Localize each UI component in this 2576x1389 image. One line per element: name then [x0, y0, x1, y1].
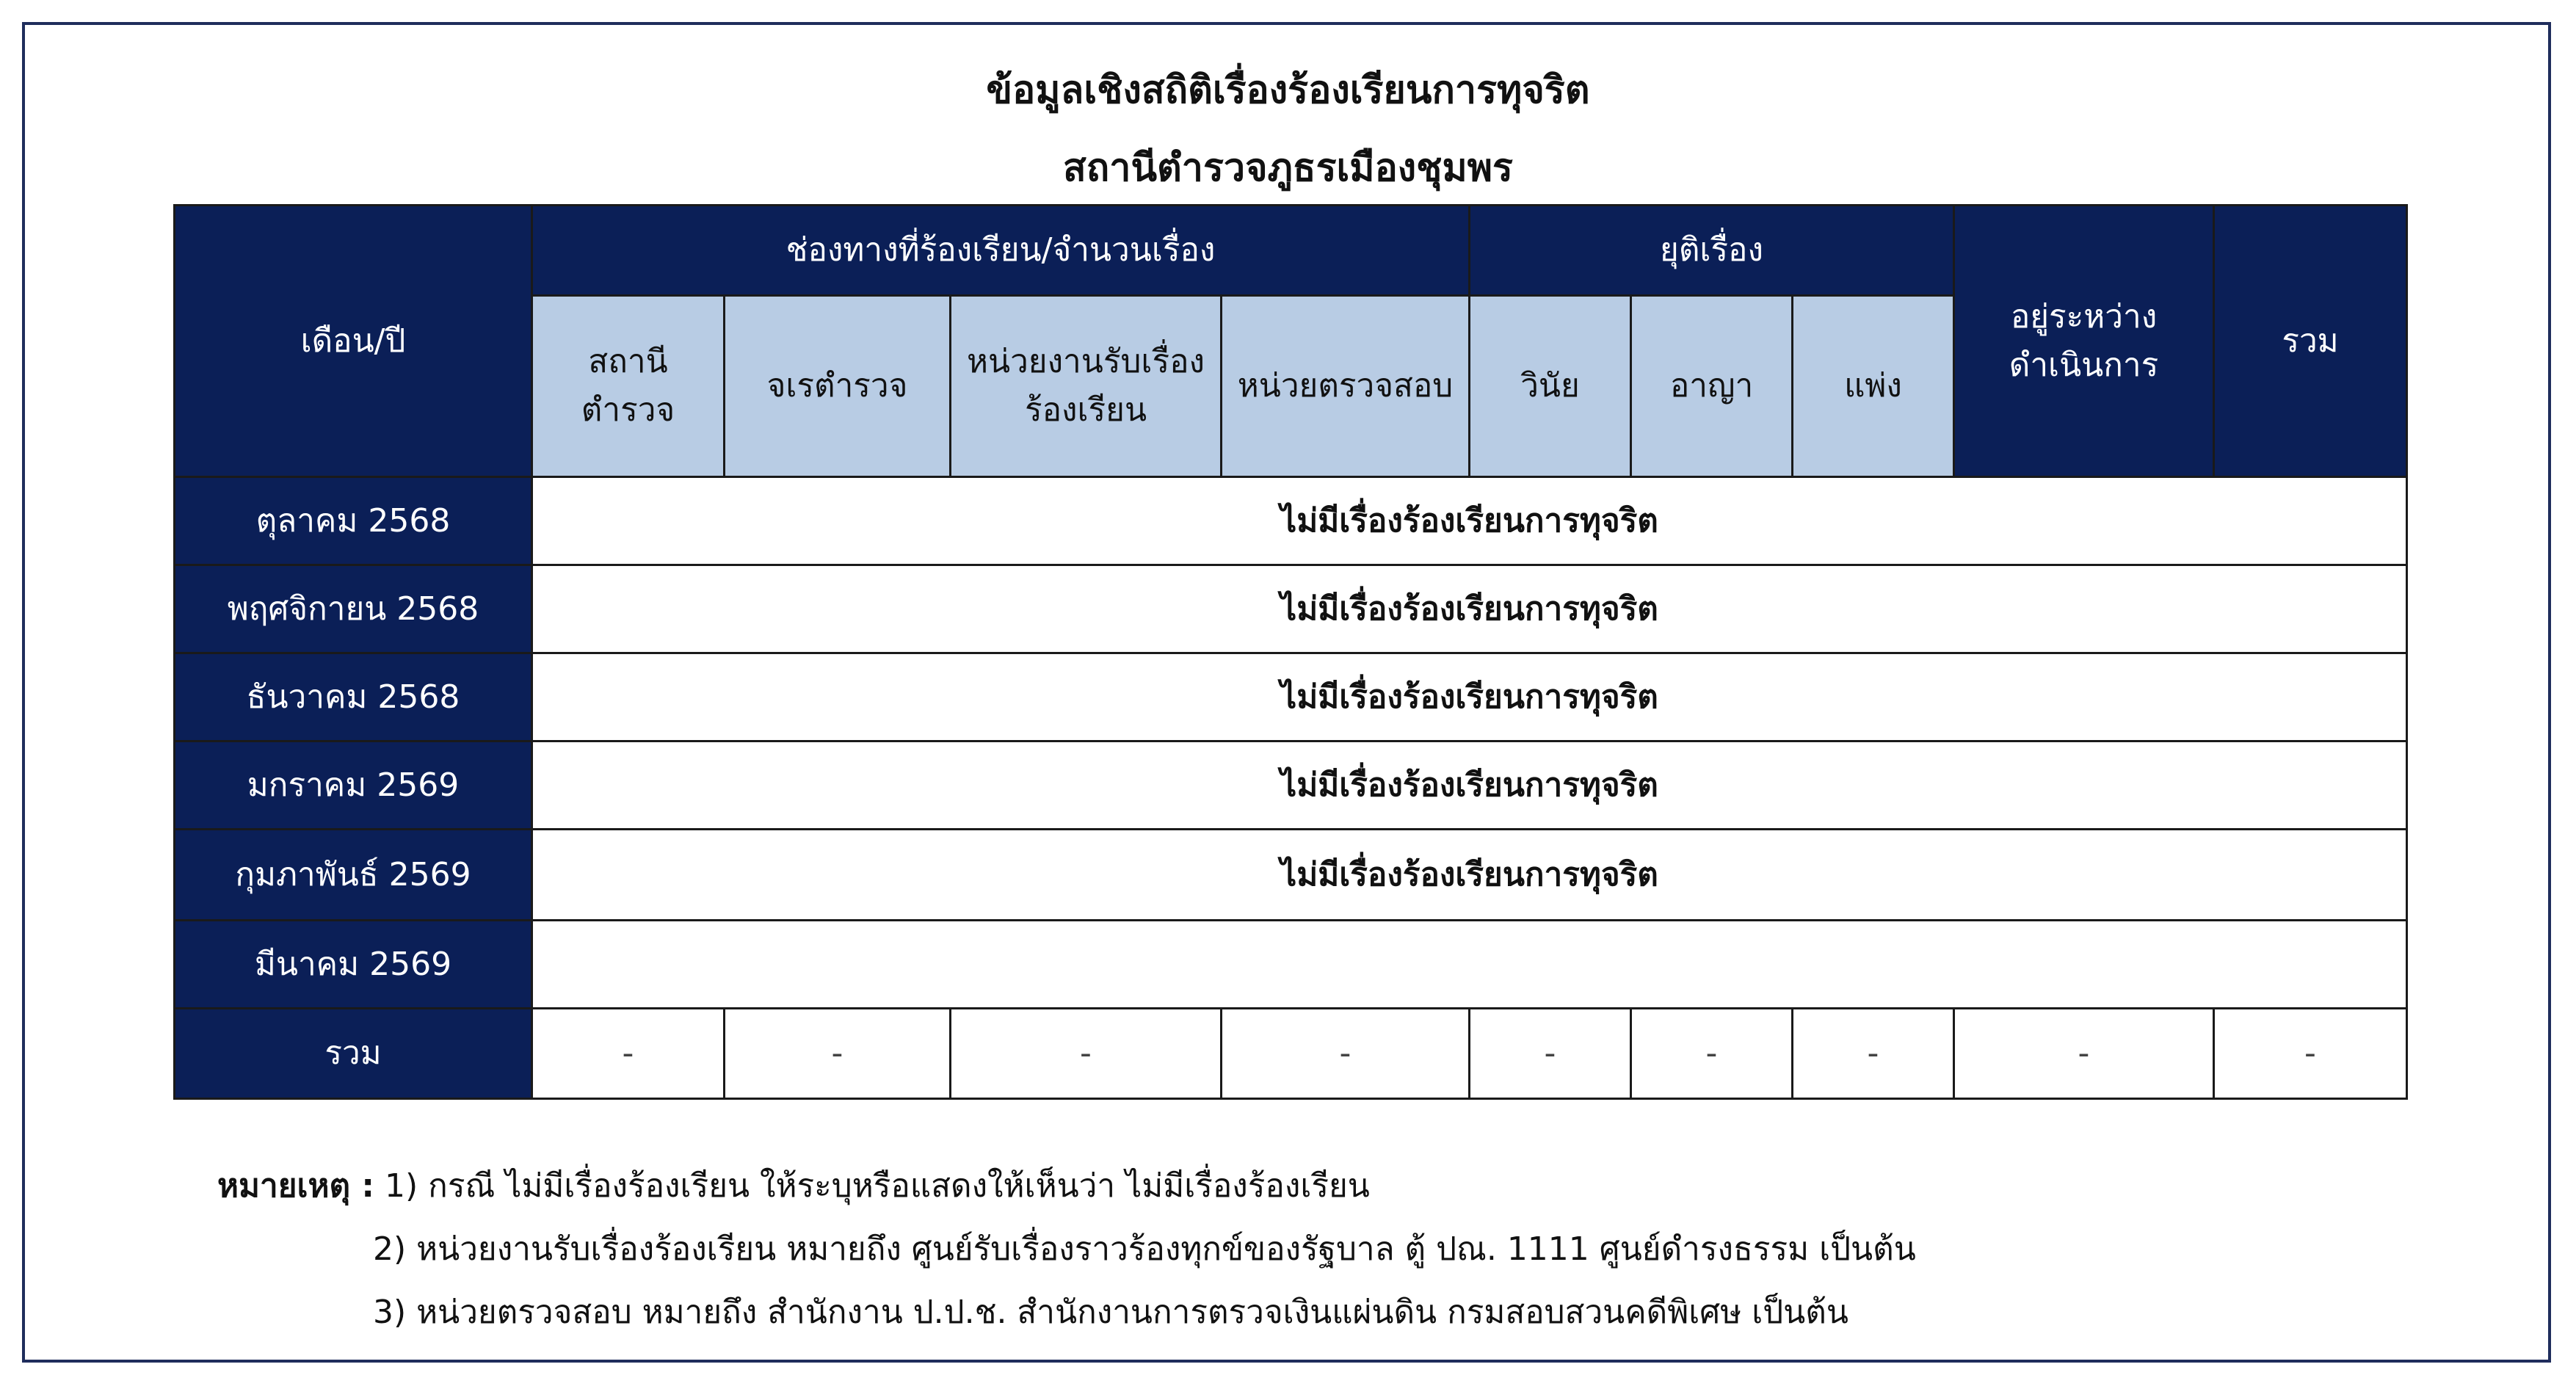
note-item-3 — [373, 1286, 1848, 1338]
closed-civil-header: แพ่ง — [1793, 296, 1954, 477]
table-row — [175, 653, 2407, 741]
total-cell-complaint-agency: - — [951, 1009, 1222, 1099]
channel-complaint-agency-header — [951, 296, 1222, 477]
total-header: รวม — [2214, 206, 2407, 477]
row-month: กุมภาพันธ์ 2569 — [175, 830, 532, 921]
row-no-complaint-message: ไม่มีเรื่องร้องเรียนการทุจริต — [532, 565, 2407, 653]
channel-group-header: ช่องทางที่ร้องเรียน/จำนวนเรื่อง — [532, 206, 1470, 296]
in-progress-header-line1: อยู่ระหว่าง — [2010, 297, 2158, 336]
note-item-1 — [217, 1160, 1370, 1211]
row-month: ธันวาคม 2568 — [175, 653, 532, 741]
table-row — [175, 830, 2407, 921]
table-row — [175, 477, 2407, 565]
closed-criminal-header: อาญา — [1631, 296, 1793, 477]
total-row — [175, 1009, 2407, 1099]
total-cell-criminal: - — [1631, 1009, 1793, 1099]
note-text: 3) หน่วยตรวจสอบ หมายถึง สำนักงาน ป.ป.ช. สำนักงานการตรวจเงินแผ่นดิน กรมสอบสวนคดีพิเศษ เป็นต้น — [373, 1294, 1848, 1331]
row-no-complaint-message — [532, 921, 2407, 1009]
channel-header-line2: ตำรวจ — [581, 391, 675, 429]
channel-police-station-header — [532, 296, 725, 477]
channel-audit-agency-header: หน่วยตรวจสอบ — [1222, 296, 1470, 477]
in-progress-header — [1954, 206, 2214, 477]
row-no-complaint-message: ไม่มีเรื่องร้องเรียนการทุจริต — [532, 830, 2407, 921]
note-text: 2) หน่วยงานรับเรื่องร้องเรียน หมายถึง ศูนย์รับเรื่องราวร้องทุกข์ของรัฐบาล ตู้ ปณ. 1111 ศูนย์ดำรงธรรม เป็นต้น — [373, 1230, 1916, 1268]
channel-header-line1: สถานี — [588, 343, 668, 380]
table-row — [175, 565, 2407, 653]
total-cell-grand-total: - — [2214, 1009, 2407, 1099]
row-month: ตุลาคม 2568 — [175, 477, 532, 565]
page-title: ข้อมูลเชิงสถิติเรื่องร้องเรียนการทุจริต — [986, 68, 1590, 112]
row-month: มีนาคม 2569 — [175, 921, 532, 1009]
closed-discipline-header: วินัย — [1470, 296, 1631, 477]
total-cell-police-inspector: - — [725, 1009, 951, 1099]
complaint-statistics-table — [173, 204, 2408, 1100]
total-cell-police-station: - — [532, 1009, 725, 1099]
note-item-2 — [373, 1223, 1916, 1274]
row-no-complaint-message: ไม่มีเรื่องร้องเรียนการทุจริต — [532, 653, 2407, 741]
channel-police-inspector-header: จเรตำรวจ — [725, 296, 951, 477]
channel-header-line2: ร้องเรียน — [1024, 391, 1147, 429]
row-no-complaint-message: ไม่มีเรื่องร้องเรียนการทุจริต — [532, 477, 2407, 565]
table-row — [175, 921, 2407, 1009]
notes-label: หมายเหตุ : — [217, 1167, 375, 1205]
page-subtitle: สถานีตำรวจภูธรเมืองชุมพร — [1063, 146, 1513, 190]
total-row-label: รวม — [175, 1009, 532, 1099]
total-cell-civil: - — [1793, 1009, 1954, 1099]
total-cell-audit-agency: - — [1222, 1009, 1470, 1099]
row-month: พฤศจิกายน 2568 — [175, 565, 532, 653]
note-text: 1) กรณี ไม่มีเรื่องร้องเรียน ให้ระบุหรือแสดงให้เห็นว่า ไม่มีเรื่องร้องเรียน — [385, 1167, 1370, 1205]
total-cell-discipline: - — [1470, 1009, 1631, 1099]
row-no-complaint-message: ไม่มีเรื่องร้องเรียนการทุจริต — [532, 741, 2407, 830]
channel-header-line1: หน่วยงานรับเรื่อง — [967, 343, 1205, 380]
month-year-header: เดือน/ปี — [175, 206, 532, 477]
closed-group-header: ยุติเรื่อง — [1470, 206, 1954, 296]
row-month: มกราคม 2569 — [175, 741, 532, 830]
in-progress-header-line2: ดำเนินการ — [2009, 346, 2159, 384]
total-cell-in-progress: - — [1954, 1009, 2214, 1099]
table-row — [175, 741, 2407, 830]
